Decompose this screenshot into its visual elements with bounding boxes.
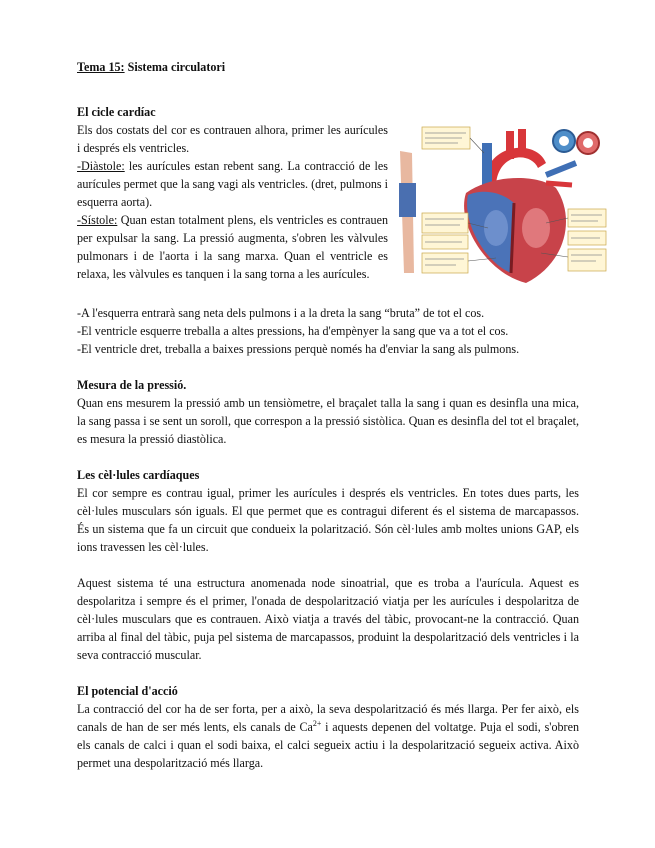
sistole-label: -Sístole: [77, 213, 118, 227]
pressio-paragraph: Quan ens mesurem la pressió amb un tensiòmetre, el braçalet talla la sang i quan es desinfla una mica, la sang passa i se sent un soroll, que correspon a la pressió sistòlica. Quan es desinfla del tot el braçalet, es mesura la pressió diastòlica. [77, 396, 579, 446]
cicle-list [77, 304, 579, 358]
list-item: -El ventricle esquerre treballa a altes pressions, ha d'empènyer la sang que va a tot el cos. [77, 324, 509, 338]
diastole-label: -Diàstole: [77, 159, 125, 173]
cicle-text [77, 121, 388, 293]
cicle-intro-block [77, 121, 579, 293]
page-title [77, 58, 579, 76]
annotation-box [422, 213, 468, 233]
diastole-text: les aurícules estan rebent sang. La contracció de les aurícules permet que la sang vagi als ventricles. (dret, pulmons i esquerra aorta). [77, 159, 388, 209]
cuff-shape [399, 183, 416, 217]
cicle-intro: Els dos costats del cor es contrauen alhora, primer les aurícules i després els ventricles. [77, 123, 388, 155]
heart-diagram-figure [396, 123, 609, 293]
potencial-text-b: i aquests depenen del voltatge. Puja el sodi, s'obren els canals de calci i quan el sodi baixa, el calci segueix actiu i la despolarització segueix activa. Això permet una despolarització més llarga. [77, 720, 579, 770]
title-text: Sistema circulatori [127, 60, 226, 74]
list-item: -A l'esquerra entrarà sang neta dels pulmons i a la dreta la sang “bruta” de tot el cos. [77, 306, 485, 320]
sistole-paragraph [77, 211, 388, 283]
sistole-text: Quan estan totalment plens, els ventricles es contrauen per expulsar la sang. La pressió augmenta, s'obren les vàlvules pulmonars i de l'aorta i la sang marxa. Quan el ventricle es relaxa, les vàlvules es tanquen i la sang torna a les aurícules. [77, 213, 388, 281]
section-heading-cellules: Les cèl·lules cardíaques [77, 468, 200, 482]
section-heading-cicle: El cicle cardíac [77, 105, 156, 119]
title-label: Tema 15: [77, 60, 125, 74]
annotation-box [568, 209, 606, 227]
vena-cava-shape [482, 143, 492, 185]
calcium-superscript: 2+ [312, 718, 322, 728]
cellules-paragraph-2: Aquest sistema té una estructura anomenada node sinoatrial, que es troba a l'aurícula. Aquest es despolaritza i sempre és el primer, l'onada de despolarització viatja per les aurícules i despolaritza de cèl·lules musculars que es contrauen. Això viatja a través del tàbic, provocant-ne la contracció. Quan arriba al final del tàbic, puja pel sistema de marcapassos, produint la despolarització dels ventricles i la seva contracció muscular. [77, 576, 579, 662]
list-item: -El ventricle dret, treballa a baixes pressions perquè només ha d'enviar la sang als pulmons. [77, 342, 520, 356]
potencial-paragraph [77, 700, 579, 772]
section-heading-potencial: El potencial d'acció [77, 684, 178, 698]
potencial-text-a: La contracció del cor ha de ser forta, per a això, la seva despolarització és més llarga. Per fer això, els canals de han de ser més lents, els canals de Ca [77, 702, 579, 734]
annotation-box [422, 253, 468, 273]
cellules-paragraph-1: El cor sempre es contrau igual, primer les aurícules i després els ventricles. En totes dues parts, les cèl·lules musculars són iguals. El que permet que es contragui diferent és el sistema de marcapassos. És un sistema que fa un circuit que condueix la polarització. Són cèl·lules amb moltes unions GAP, els ions travessen les cèl·lules. [77, 486, 579, 554]
annotation-box [568, 249, 606, 271]
section-heading-pressio: Mesura de la pressió. [77, 378, 187, 392]
diastole-paragraph [77, 157, 388, 211]
